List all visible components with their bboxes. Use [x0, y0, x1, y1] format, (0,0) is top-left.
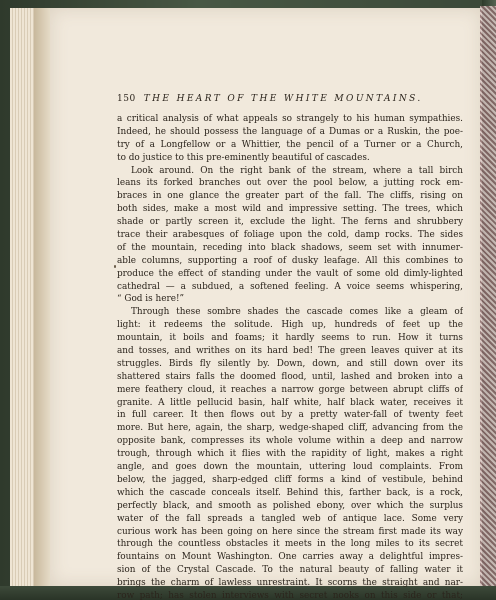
- text-line: mere feathery cloud, it reaches a narrow gorge between abrupt cliffs of: [117, 384, 463, 395]
- text-line: struggles. Birds fly silently by. Down, down, and still down over its: [117, 358, 463, 369]
- text-line: leans its forked branches out over the pool below, a jutting rock em-: [117, 178, 463, 189]
- text-line: both sides, make a most wild and impressive setting. The trees, which: [117, 204, 463, 215]
- text-line: more. But here, again, the sharp, wedge-shaped cliff, advancing from the: [117, 423, 463, 434]
- text-line: in full career. It then flows out by a pretty water-fall of twenty feet: [117, 410, 463, 421]
- text-line: opposite bank, compresses its whole volume within a deep and narrow: [117, 436, 463, 447]
- text-line: Look around. On the right bank of the stream, where a tall birch: [131, 165, 463, 176]
- text-line: below, the jagged, sharp-edged cliff forms a kind of vestibule, behind: [117, 474, 463, 485]
- text-line: fountains on Mount Washington. One carries away a delightful impres-: [117, 552, 463, 563]
- running-title: THE HEART OF THE WHITE MOUNTAINS.: [143, 94, 423, 104]
- text-line: through the countless obstacles it meets in the long miles to its secret: [117, 539, 463, 550]
- text-line: granite. A little pellucid basin, half white, half black water, receives it: [117, 397, 463, 408]
- text-line: of the mountain, receding into black shadows, seem set with innumer-: [117, 242, 463, 253]
- text-line: brings the charm of lawless unrestraint. It scorns the straight and nar-: [117, 578, 463, 589]
- text-line: cathedral — a subdued, a softened feeling. A voice seems whispering,: [117, 281, 463, 292]
- text-line: shade or partly screen it, exclude the light. The ferns and shrubbery: [117, 217, 463, 228]
- text-line: shattered stairs falls the doomed flood, until, lashed and broken into a: [117, 371, 463, 382]
- text-line: and tosses, and writhes on its hard bed! The green leaves quiver at its: [117, 346, 463, 357]
- text-line: trace their arabesques of foliage upon the cold, damp rocks. The sides: [117, 230, 463, 241]
- text-block: [117, 94, 463, 600]
- text-line: light: it redeems the solitude. High up, hundreds of feet up the: [117, 320, 463, 331]
- text-line: able columns, supporting a roof of dusky leafage. All this combines to: [117, 255, 463, 266]
- text-line: sion of the Crystal Cascade. To the natural beauty of falling water it: [117, 565, 463, 576]
- text-line: angle, and goes down the mountain, uttering loud complaints. From: [117, 462, 463, 473]
- bookmark-ribbon: [480, 6, 496, 594]
- text-line: mountain, it boils and foams; it hardly seems to run. How it turns: [117, 333, 463, 344]
- text-line: braces in one glance the greater part of the fall. The cliffs, rising on: [117, 191, 463, 202]
- running-head: [117, 94, 463, 104]
- text-line: produce the effect of standing under the vault of some old dimly-lighted: [117, 268, 463, 279]
- text-line: row path; has stolen interviews with secret nooks on this side or that;: [117, 590, 463, 600]
- text-line: Through these sombre shades the cascade comes like a gleam of: [131, 307, 463, 318]
- page-edges: [10, 8, 35, 586]
- text-line: which the cascade conceals itself. Behind this, farther back, is a rock,: [117, 487, 463, 498]
- text-line: try of a Longfellow or a Whittier, the pencil of a Turner or a Church,: [117, 139, 463, 150]
- text-line: to do justice to this pre-eminently beautiful of cascades.: [117, 152, 370, 163]
- text-line: Indeed, he should possess the language of a Dumas or a Ruskin, the poe-: [117, 126, 463, 137]
- text-line: curious work has been going on here since the stream first made its way: [117, 526, 463, 537]
- text-line: “ God is here!”: [117, 294, 185, 305]
- body-text: [117, 113, 463, 600]
- text-line: water of the fall spreads a tangled web of antique lace. Some very: [117, 513, 463, 524]
- page-number: 150: [117, 94, 136, 104]
- text-line: perfectly black, and smooth as polished ebony, over which the surplus: [117, 500, 463, 511]
- text-line: trough, through which it flies with the rapidity of light, makes a right: [117, 449, 463, 460]
- margin-mark: [114, 265, 116, 268]
- text-line: a critical analysis of what appeals so strangely to his human sympathies.: [117, 114, 463, 124]
